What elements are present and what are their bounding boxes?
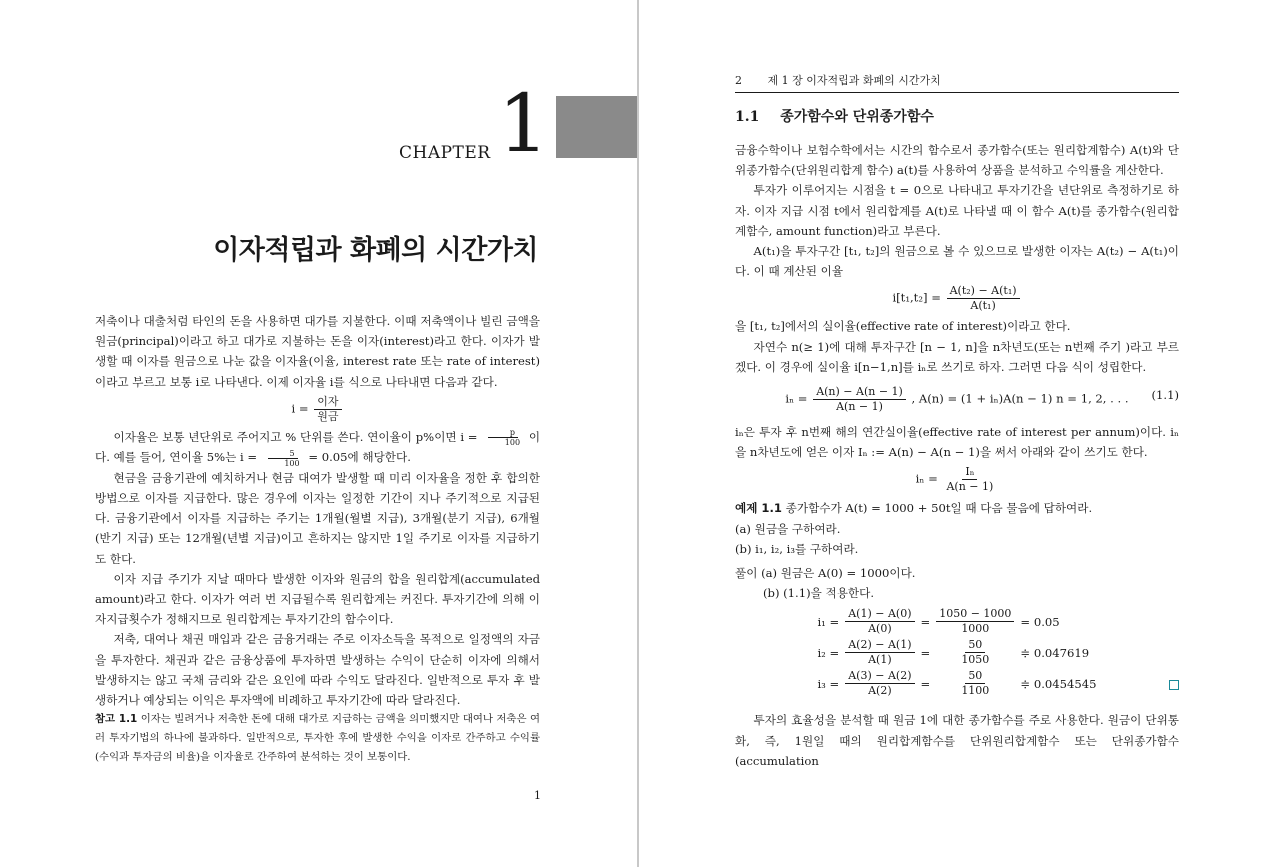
solution-line: 풀이 (a) 원금은 A(0) = 1000이다.: [735, 566, 916, 581]
fraction: [943, 465, 996, 494]
note-text: 이자는 빌려거나 저축한 돈에 대해 대가로 지급하는 금액을 의미했지만 대여나 저축은 여러 투자기법의 하나에 불과하다. 일반적으로, 투자한 후에 발생한 수익을 이자로 간주하고 수익률(수익과 투자금의 비율)을 이자율로 간주하여 분석하는 것이 보통이다.: [95, 713, 540, 764]
paragraph: 투자가 이루어지는 시점을 t = 0으로 나타내고 투자기간을 년단위로 측정하기로 하자. 이자 지급 시점 t에서 원리합계를 A(t)로 나타낼 때 이 함수 A(t)를 종가함수(원리합계함수, amount function)라고 부른다.: [735, 183, 1179, 238]
equals-sign: =: [920, 614, 931, 629]
fraction-numerator: 이자: [314, 395, 341, 410]
fraction-denominator: 1000: [961, 622, 990, 636]
fraction: [483, 428, 523, 447]
fraction-denominator: A(t₁): [970, 299, 996, 313]
fraction-denominator: 1100: [961, 684, 990, 698]
fraction-numerator: 1050 − 1000: [936, 607, 1014, 622]
fraction-denominator: A(n − 1): [946, 480, 994, 494]
fraction-denominator: A(2): [868, 684, 892, 698]
calculation-block: [735, 607, 1179, 698]
fraction-numerator: A(1) − A(0): [845, 607, 914, 622]
calculation-grid: [735, 607, 1179, 698]
note-label: 참고 1.1: [95, 713, 138, 726]
example-item: (a) 원금을 구하여라.: [735, 521, 841, 536]
section-title-text: 종가함수와 단위종가함수: [780, 109, 934, 125]
fraction-numerator: A(t₂) − A(t₁): [947, 284, 1020, 299]
calc-result: = 0.05: [1020, 614, 1060, 629]
fraction-numerator: p: [488, 428, 518, 438]
formula-interest-rate: [95, 395, 540, 424]
calc-result: ≑ 0.047619: [1020, 645, 1090, 660]
fraction: [314, 395, 341, 424]
text-run: 이자율은 보통 년단위로 주어지고 % 단위를 쓴다. 연이율이 p%이면 i =: [113, 429, 478, 444]
fraction-denominator: A(n − 1): [836, 400, 883, 414]
text-run: 이다. 예를 들어, 연이율 5%는 i =: [95, 429, 541, 465]
chapter-label: CHAPTER: [399, 143, 491, 163]
paragraph: [95, 427, 540, 468]
fraction: [936, 607, 1014, 636]
formula-rest: , A(n) = (1 + iₙ)A(n − 1) n = 1, 2, . . .: [911, 391, 1129, 406]
left-page: [0, 0, 637, 867]
chapter-title: 이자적립과 화폐의 시간가치: [213, 235, 538, 266]
text-run: = 0.05에 해당한다.: [308, 450, 411, 465]
chapter-number: 1: [498, 77, 549, 170]
fraction-numerator: 50: [965, 638, 985, 653]
paragraph: 을 [t₁, t₂]에서의 실이율(effective rate of interest)이라고 한다.: [735, 319, 1071, 334]
calc-lhs: i₂ =: [817, 645, 840, 660]
paragraph: 현금을 금융기관에 예치하거나 현금 대여가 발생할 때 미리 이자율을 정한 후 합의한 방법으로 이자를 지급한다. 많은 경우에 이자는 일정한 기간이 지나 주기적으로 지급된다. 금융기관에서 이자를 지급하는 주기는 1개월(월별 지급), 3개월(분기 지급), 6개월(반기 지급) 또는 12개월(년별 지급)이고 흔하지는 않지만 1일 주기로 이자를 지급하기도 한다.: [95, 470, 540, 566]
formula-lhs: iₙ =: [915, 471, 938, 486]
fraction-numerator: Iₙ: [962, 465, 977, 480]
qed-box-icon: [1169, 680, 1179, 690]
solution-line: (b) (1.1)을 적용한다.: [763, 586, 875, 601]
paragraph: 이자 지급 주기가 지날 때마다 발생한 이자와 원금의 합을 원리합계(accumulated amount)라고 한다. 이자가 여러 번 지급될수록 원리합계는 커진다. 투자기간에 의해 이자지급횟수가 정해지므로 원리합계는 투자기간의 함수이다.: [95, 571, 540, 627]
paragraph: A(t₁)을 투자구간 [t₁, t₂]의 원금으로 볼 수 있으므로 발생한 이자는 A(t₂) − A(t₁)이다. 이 때 계산된 이율: [735, 244, 1179, 279]
paragraph: 저축, 대여나 채권 매입과 같은 금융거래는 주로 이자소득을 목적으로 일정액의 자금을 투자한다. 채권과 같은 금융상품에 투자하면 발생하는 수익이 단순히 이자에 의해서 발생하지는 않고 국채 금리와 같은 요인에 따라 수익도 달라진다. 일반적으로 투자 후 발생하거나 예상되는 이익은 투자액에 비례하고 투자기간에 따라 달라진다.: [95, 632, 540, 708]
fraction: [845, 669, 914, 698]
calc-lhs: i₁ =: [817, 614, 840, 629]
fraction: [845, 607, 914, 636]
paragraph: 자연수 n(≥ 1)에 대해 투자구간 [n − 1, n]을 n차년도(또는 n번째 주기 )라고 부르겠다. 이 경우에 실이율 i[n−1,n]를 iₙ로 쓰기로 하자. 그러면 다음 식이 성립한다.: [735, 339, 1179, 374]
header-chapter-title: 제 1 장 이자적립과 화폐의 시간가치: [767, 74, 941, 87]
fraction: [936, 669, 1014, 698]
fraction-denominator: 1050: [961, 653, 990, 667]
calc-result: ≑ 0.0454545: [1020, 676, 1097, 691]
chapter-decor-block: [556, 96, 637, 158]
fraction-denominator: 원금: [317, 409, 339, 423]
left-body-text: [95, 311, 540, 767]
fraction-denominator: A(0): [868, 622, 892, 636]
equation-number: (1.1): [1151, 388, 1179, 403]
formula-lhs: i =: [291, 401, 309, 416]
fraction: [947, 284, 1020, 313]
fraction: [263, 449, 303, 468]
equals-sign: =: [920, 676, 931, 691]
fraction: [845, 638, 914, 667]
fraction-denominator: 100: [284, 458, 300, 468]
fraction: [813, 385, 906, 414]
example-text: 종가함수가 A(t) = 1000 + 50t일 때 다음 물음에 답하여라.: [785, 501, 1093, 516]
example-item: (b) i₁, i₂, i₃를 구하여라.: [735, 541, 859, 556]
fraction-numerator: 50: [965, 669, 985, 684]
example-heading: [735, 498, 1179, 518]
formula-interest-ratio: [735, 465, 1179, 494]
paragraph: iₙ은 투자 후 n번째 해의 연간실이율(effective rate of interest per annum)이다. iₙ을 n차년도에 얻은 이자 Iₙ := A(n) − A(n − 1)을 써서 아래와 같이 쓰기도 한다.: [735, 425, 1179, 460]
fraction-denominator: 100: [504, 438, 521, 448]
formula-lhs: iₙ =: [785, 391, 808, 406]
fraction-numerator: A(2) − A(1): [845, 638, 914, 653]
fraction-numerator: A(n) − A(n − 1): [813, 385, 906, 400]
note-box: [95, 710, 540, 767]
fraction-numerator: A(3) − A(2): [845, 669, 914, 684]
example-label: 예제 1.1: [735, 501, 782, 516]
fraction-denominator: A(1): [868, 653, 892, 667]
right-body-text: [735, 140, 1179, 771]
section-number: 1.1: [735, 109, 760, 125]
header-page-number: 2: [735, 74, 742, 87]
formula-effective-rate: [735, 284, 1179, 313]
equals-sign: =: [920, 645, 931, 660]
paragraph: 금융수학이나 보험수학에서는 시간의 함수로서 종가함수(또는 원리합계함수) A(t)와 단위종가함수(단위원리합계 함수) a(t)를 사용하여 상품을 분석하고 수익률을 계산한다.: [735, 143, 1179, 178]
calc-lhs: i₃ =: [817, 676, 840, 691]
fraction: [936, 638, 1014, 667]
page-number: 1: [534, 789, 541, 802]
paragraph: 투자의 효율성을 분석할 때 원금 1에 대한 종가함수를 주로 사용한다. 원금이 단위통화, 즉, 1원일 때의 원리합계함수를 단위원리합계함수 또는 단위종가함수(accumulation: [735, 713, 1179, 768]
formula-lhs: i[t₁,t₂] =: [892, 290, 941, 305]
paragraph: 저축이나 대출처럼 타인의 돈을 사용하면 대가를 지불한다. 이때 저축액이나 빌린 금액을 원금(principal)이라고 하고 대가로 지불하는 돈을 이자(interest)라고 한다. 이자가 발생할 때 이자를 원금으로 나눈 값을 이자율(이율, interest rate 또는 rate of interest)이라고 부르고 보통 i로 나타낸다. 이제 이자율 i를 식으로 나타내면 다음과 같다.: [95, 314, 540, 389]
section-title: [735, 106, 934, 126]
equation-1-1: [735, 385, 1179, 414]
running-header: [735, 72, 1179, 93]
fraction-numerator: 5: [268, 449, 298, 459]
right-page: [639, 0, 1276, 867]
